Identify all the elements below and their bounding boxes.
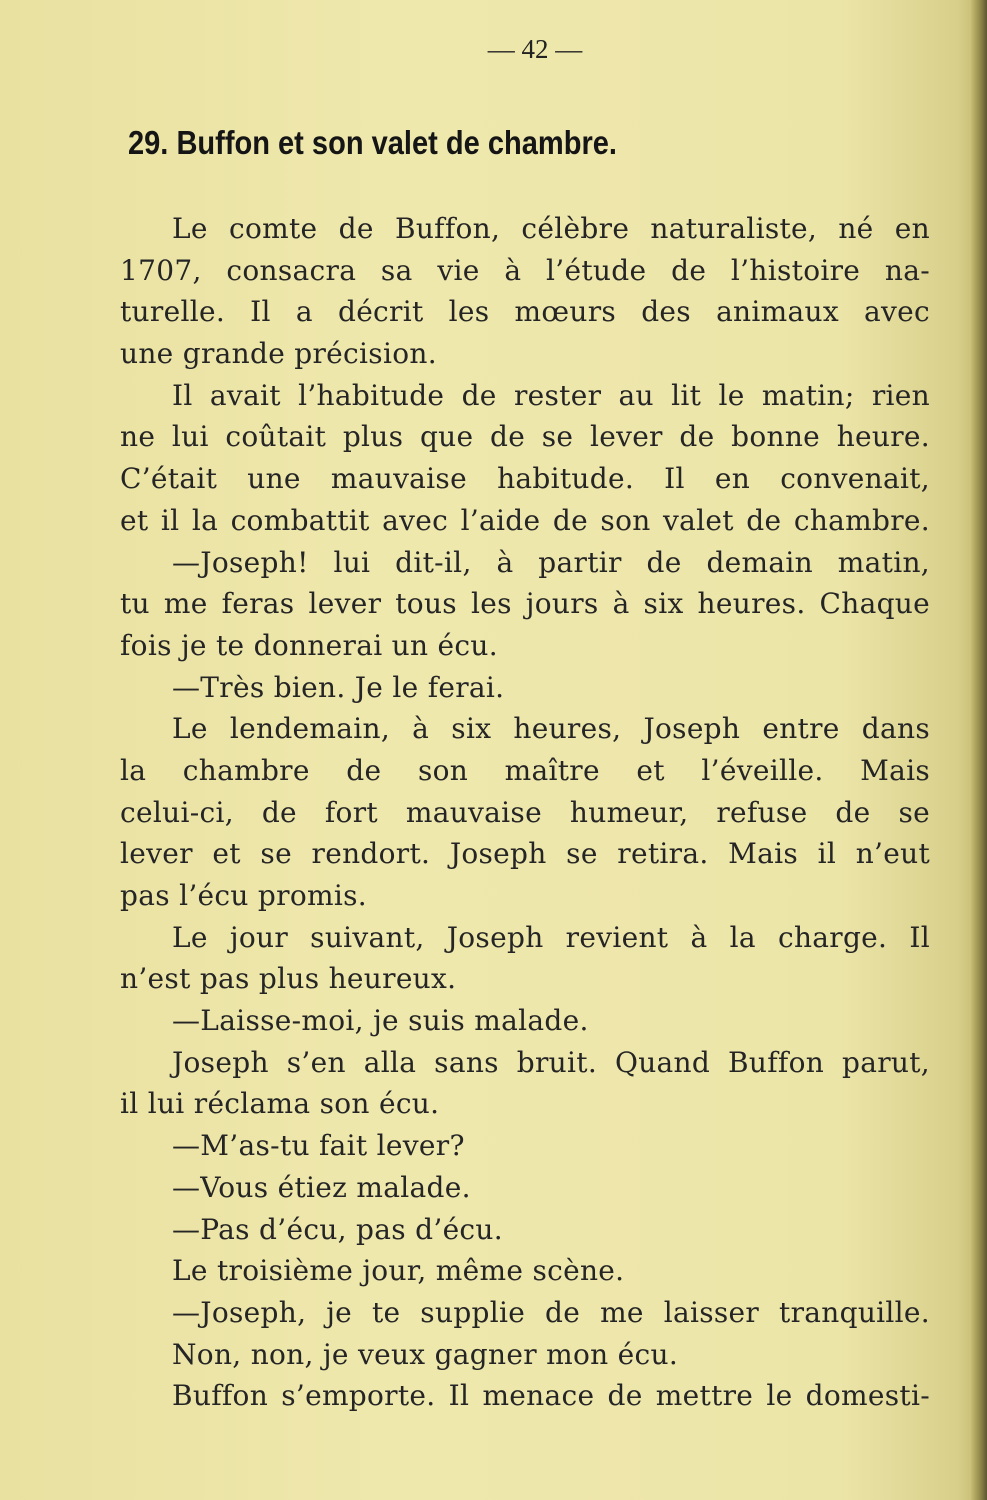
text-line: C’était une mauvaise habitude. Il en convenait, bbox=[120, 462, 930, 496]
text-line: fois je te donnerai un écu. bbox=[120, 628, 498, 662]
text-line: turelle. Il a décrit les mœurs des animaux avec bbox=[120, 295, 930, 329]
text-line: Le comte de Buffon, célèbre naturaliste, né en bbox=[172, 212, 930, 245]
text-line: il lui réclama son écu. bbox=[120, 1087, 440, 1121]
book-spine-edge bbox=[971, 0, 987, 1500]
text-line: la chambre de son maître et l’éveille. Mais bbox=[120, 753, 930, 787]
text-line: Le troisième jour, même scène. bbox=[172, 1254, 625, 1288]
text-line: —Vous étiez malade. bbox=[172, 1170, 471, 1204]
text-line: —Laisse-moi, je suis malade. bbox=[172, 1004, 589, 1038]
text-line: n’est pas plus heureux. bbox=[120, 962, 457, 996]
text-line: pas l’écu promis. bbox=[120, 879, 367, 912]
page-number: — 42 — bbox=[487, 34, 583, 64]
text-line: —M’as-tu fait lever? bbox=[172, 1129, 465, 1163]
text-line: 1707, consacra sa vie à l’étude de l’histoire na- bbox=[120, 253, 930, 287]
text-line: Joseph s’en alla sans bruit. Quand Buffon parut, bbox=[172, 1045, 930, 1079]
text-line: et il la combattit avec l’aide de son valet de chambre. bbox=[120, 503, 930, 537]
text-line: —Pas d’écu, pas d’écu. bbox=[172, 1212, 503, 1246]
text-line: Il avait l’habitude de rester au lit le matin; rien bbox=[172, 378, 930, 412]
text-line: ne lui coûtait plus que de se lever de bonne heure. bbox=[120, 420, 930, 454]
text-line: —Joseph, je te supplie de me laisser tranquille. bbox=[172, 1295, 930, 1329]
text-line: Le lendemain, à six heures, Joseph entre dans bbox=[172, 712, 930, 746]
text-line: lever et se rendort. Joseph se retira. Mais il n’eut bbox=[120, 837, 930, 871]
text-line: Non, non, je veux gagner mon écu. bbox=[172, 1337, 679, 1371]
text-line: —Très bien. Je le ferai. bbox=[172, 670, 505, 704]
body-text bbox=[120, 208, 930, 1417]
text-line: une grande précision. bbox=[120, 337, 437, 371]
chapter-title: 29. Buffon et son valet de chambre. bbox=[128, 124, 617, 161]
text-line: Le jour suivant, Joseph revient à la charge. Il bbox=[172, 920, 930, 954]
text-line: —Joseph! lui dit-il, à partir de demain matin, bbox=[172, 545, 930, 579]
text-line: celui-ci, de fort mauvaise humeur, refuse de se bbox=[120, 795, 930, 829]
text-line: tu me feras lever tous les jours à six heures. Chaque bbox=[120, 587, 930, 621]
text-line: Buffon s’emporte. Il menace de mettre le domesti- bbox=[172, 1379, 930, 1413]
